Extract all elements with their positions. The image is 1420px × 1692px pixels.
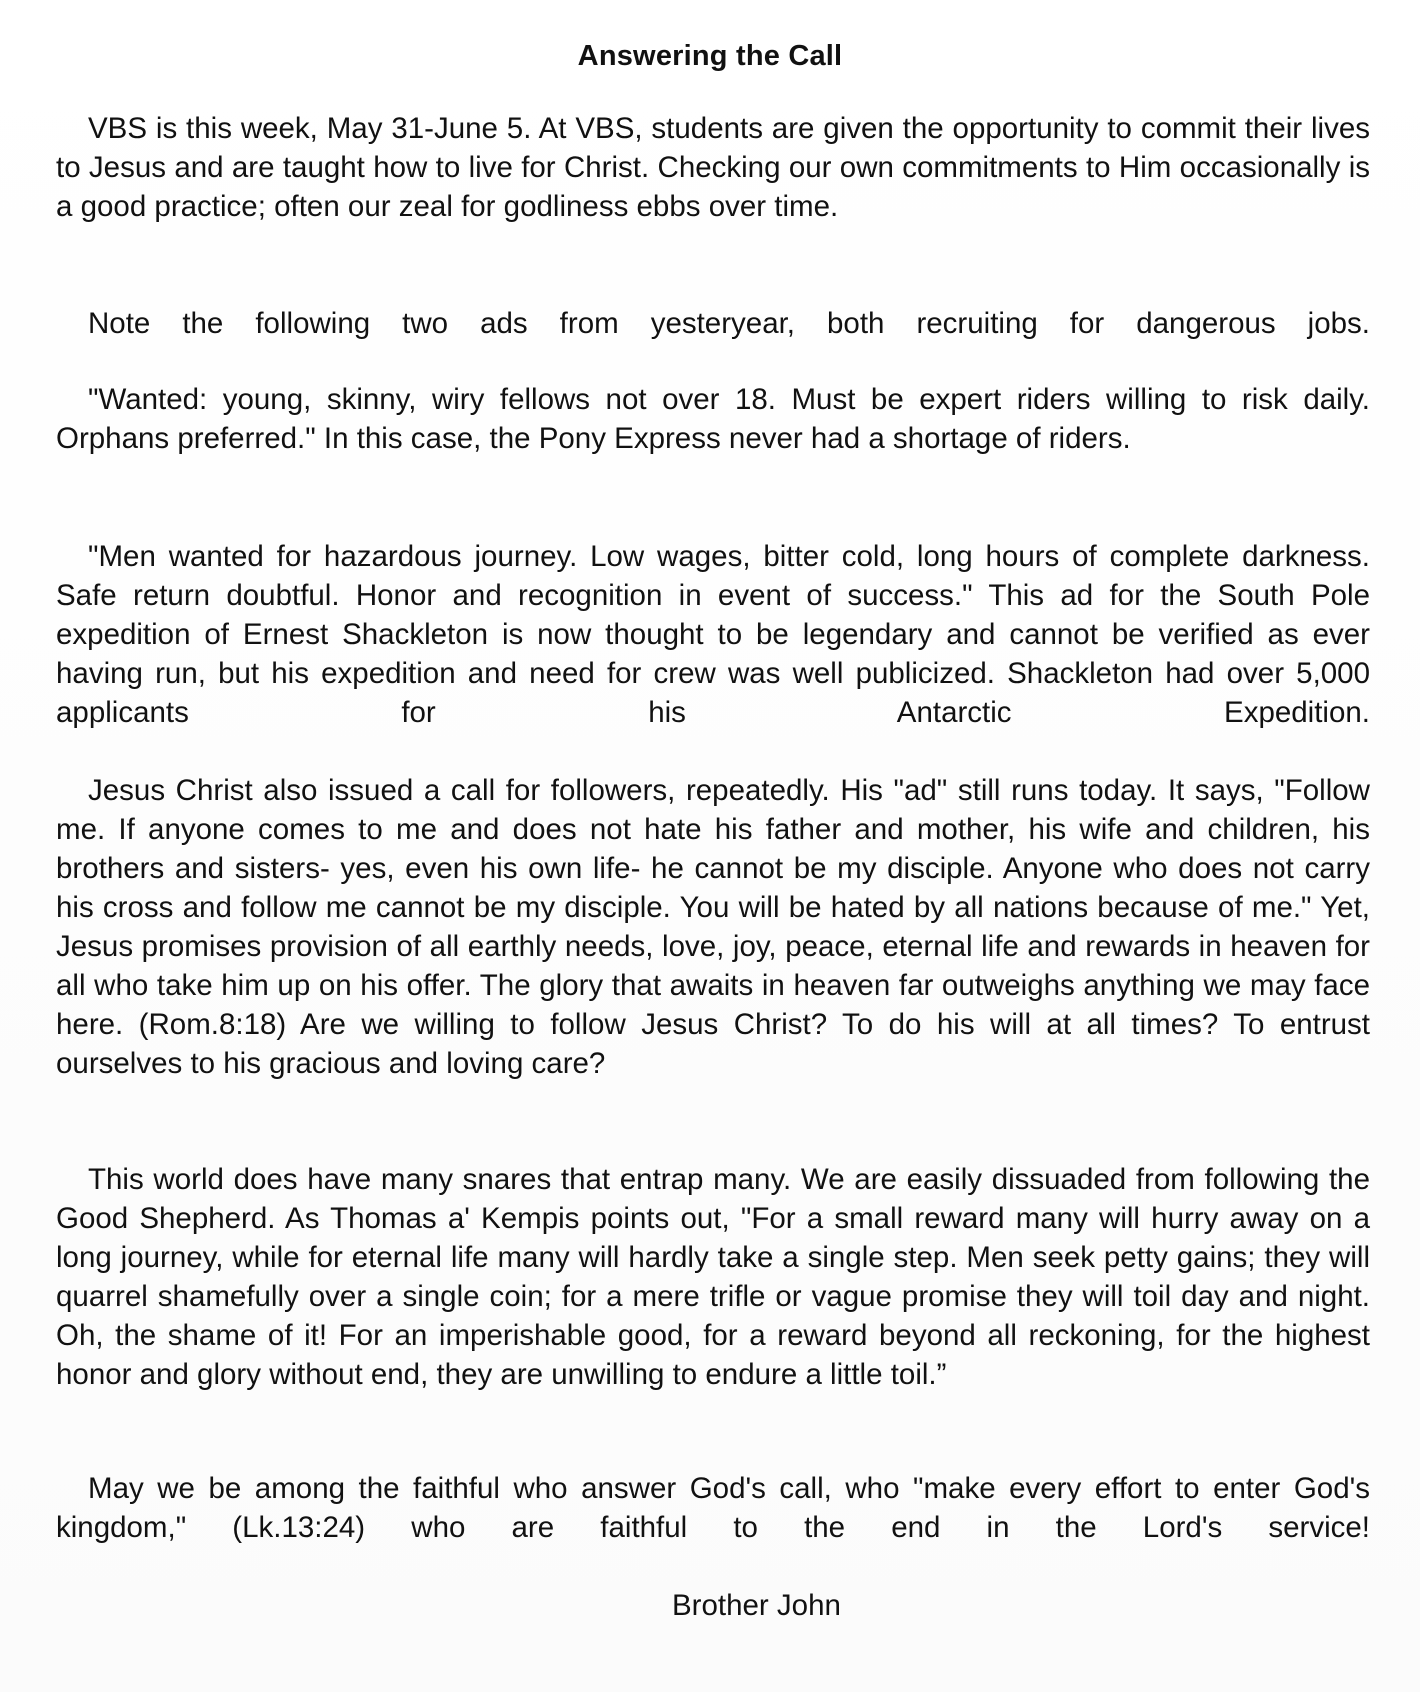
- paragraph-pony-express: "Wanted: young, skinny, wiry fellows not over 18. Must be expert riders willing to risk daily. Orphans preferred." In this case, the Pony Express never had a shortage of riders.: [56, 383, 1370, 455]
- paragraph-vbs: VBS is this week, May 31-June 5. At VBS, students are given the opportunity to commit their lives to Jesus and are taught how to live for Christ. Checking our own commitments to Him occasionally is a good practice; often our zeal for godliness ebbs over time.: [56, 112, 1370, 223]
- document-title: Answering the Call: [577, 40, 843, 72]
- paragraph-two-ads: Note the following two ads from yesteryear, both recruiting for dangerous jobs.: [88, 307, 1370, 340]
- signature: Brother John: [672, 1589, 841, 1622]
- paragraph-closing: May we be among the faithful who answer God's call, who "make every effort to enter God's kingdom," (Lk.13:24) who are faithful to the end in the Lord's service!: [56, 1472, 1370, 1544]
- paragraph-jesus-call: Jesus Christ also issued a call for followers, repeatedly. His "ad" still runs today. It says, "Follow me. If anyone comes to me and does not hate his father and mother, his wife and children, his brothers and sisters- yes, even his own life- he cannot be my disciple. Anyone who does not carry his cross and follow me cannot be my disciple. You will be hated by all nations because of me." Yet, Jesus promises provision of all earthly needs, love, joy, peace, eternal life and rewards in heaven for all who take him up on his offer. The glory that awaits in heaven far outweighs anything we may face here. (Rom.8:18) Are we willing to follow Jesus Christ? To do his will at all times? To entrust ourselves to his gracious and loving care?: [56, 774, 1370, 1080]
- paragraph-shackleton: "Men wanted for hazardous journey. Low wages, bitter cold, long hours of complete darkness. Safe return doubtful. Honor and recognition in event of success." This ad for the South Pole expedition of Ernest Shackleton is now thought to be legendary and cannot be verified as ever having run, but his expedition and need for crew was well publicized. Shackleton had over 5,000 applicants for his Antarctic Expedition.: [56, 540, 1370, 729]
- paragraph-snares: This world does have many snares that entrap many. We are easily dissuaded from following the Good Shepherd. As Thomas a' Kempis points out, "For a small reward many will hurry away on a long journey, while for eternal life many will hardly take a single step. Men seek petty gains; they will quarrel shamefully over a single coin; for a mere trifle or vague promise they will toil day and night. Oh, the shame of it! For an imperishable good, for a reward beyond all reckoning, for the highest honor and glory without end, they are unwilling to endure a little toil.”: [56, 1163, 1370, 1391]
